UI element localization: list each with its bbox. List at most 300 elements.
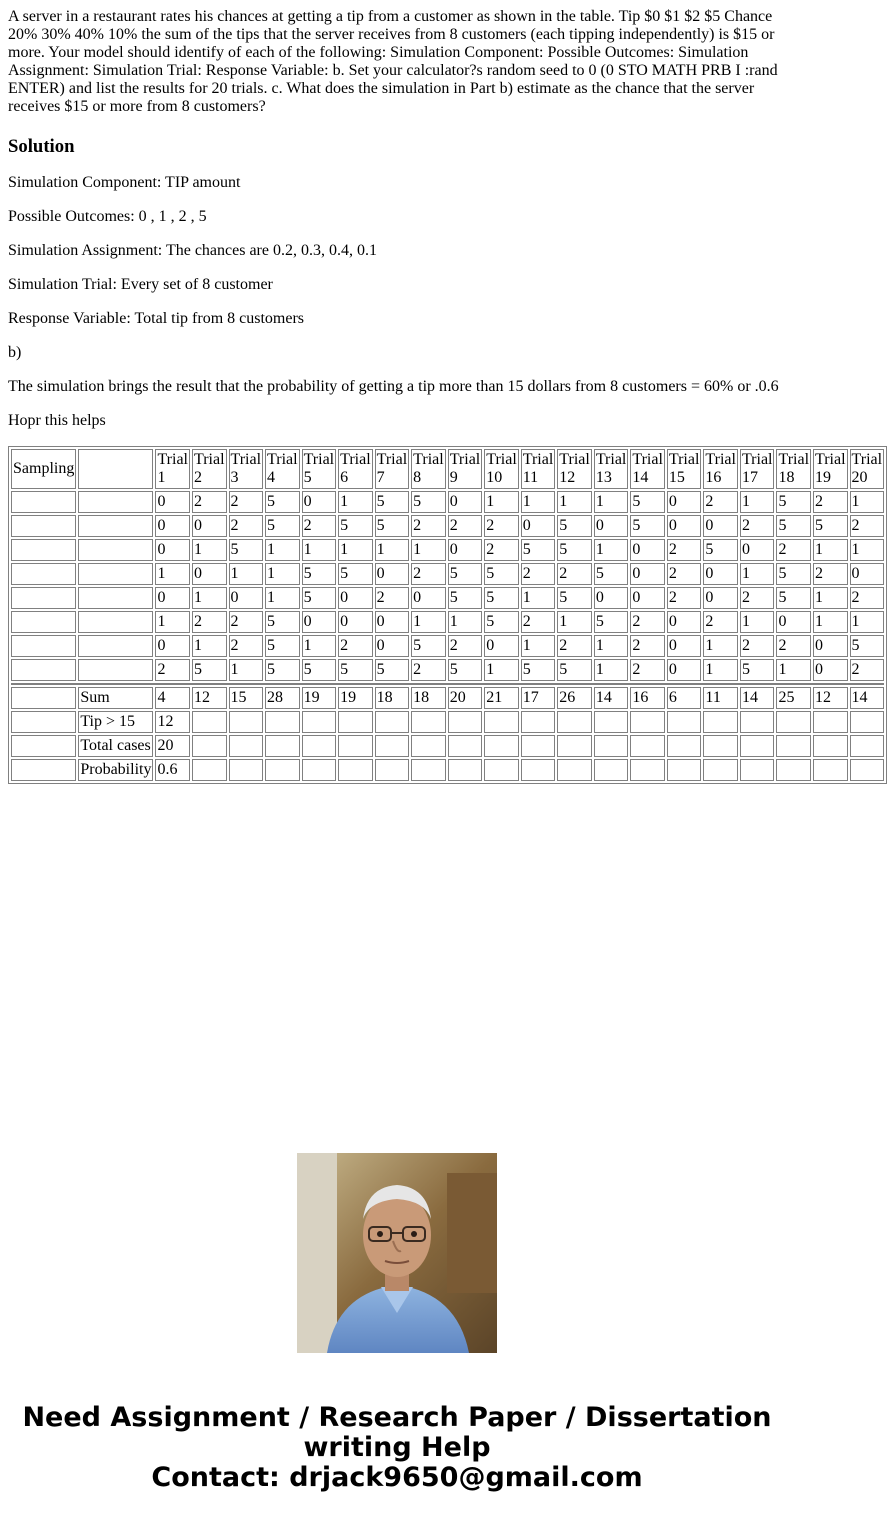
trial-header-word: Trial	[193, 451, 225, 468]
sum-cell: 18	[411, 687, 446, 709]
trial-header-number: 12	[559, 469, 576, 486]
solution-lines	[8, 174, 794, 430]
trial-header-word: Trial	[668, 451, 700, 468]
sum-cell: 14	[740, 687, 775, 709]
tip-cell: 2	[740, 635, 775, 657]
tip-cell: 5	[776, 491, 811, 513]
empty-cell	[521, 711, 556, 733]
empty-cell	[813, 735, 848, 757]
trial-header	[229, 449, 264, 489]
empty-cell	[703, 711, 738, 733]
tip-cell: 5	[265, 635, 300, 657]
tip-cell: 2	[229, 611, 264, 633]
trial-header-word: Trial	[522, 451, 554, 468]
tip-cell: 1	[302, 635, 337, 657]
tip-cell: 1	[338, 539, 373, 561]
trial-header-word: Trial	[778, 451, 810, 468]
label-cell	[78, 539, 153, 561]
trial-header-word: Trial	[340, 451, 371, 468]
empty-cell	[192, 759, 227, 781]
trial-header-number: 5	[303, 469, 312, 486]
tip-cell: 1	[521, 587, 556, 609]
tip-cell: 5	[557, 515, 592, 537]
empty-cell	[740, 759, 775, 781]
tip-cell: 2	[667, 563, 702, 585]
tip-cell: 1	[740, 563, 775, 585]
tip-cell: 5	[265, 491, 300, 513]
tip-cell: 0	[630, 587, 665, 609]
author-portrait-image	[297, 1153, 497, 1353]
sum-row	[11, 687, 884, 709]
empty-cell	[630, 759, 665, 781]
tip-cell: 1	[740, 491, 775, 513]
empty-cell	[229, 735, 264, 757]
tip-cell: 0	[594, 587, 629, 609]
empty-cell	[813, 711, 848, 733]
empty-cell	[630, 735, 665, 757]
trial-header-number: 7	[376, 469, 385, 486]
empty-cell	[265, 759, 300, 781]
sum-cell: 20	[448, 687, 483, 709]
footer-line: Need Assignment / Research Paper / Dissertation	[22, 1402, 772, 1433]
empty-cell	[338, 711, 373, 733]
simulation-table	[8, 446, 887, 784]
empty-cell	[448, 711, 483, 733]
tip-cell: 1	[484, 659, 519, 681]
table-header-row	[11, 449, 884, 489]
sampling-cell	[11, 611, 76, 633]
tip-cell: 5	[813, 515, 848, 537]
tip-cell: 5	[776, 563, 811, 585]
tip-cell: 1	[375, 539, 410, 561]
summary-row	[11, 711, 884, 733]
tip-cell: 1	[594, 539, 629, 561]
tip-cell: 5	[448, 563, 483, 585]
sum-cell: 12	[813, 687, 848, 709]
tip-cell: 5	[265, 611, 300, 633]
tip-cell: 1	[521, 635, 556, 657]
tip-cell: 5	[776, 515, 811, 537]
tip-cell: 1	[229, 563, 264, 585]
trial-header-word: Trial	[267, 451, 298, 468]
tip-cell: 1	[192, 539, 227, 561]
footer-banner	[0, 1403, 794, 1493]
sampling-cell	[11, 587, 76, 609]
table-row	[11, 491, 884, 513]
tip-cell: 1	[776, 659, 811, 681]
tip-cell: 5	[302, 587, 337, 609]
trial-header	[667, 449, 702, 489]
tip-cell: 0	[338, 611, 373, 633]
tip-cell: 1	[302, 539, 337, 561]
trial-header-number: 9	[449, 469, 458, 486]
empty-cell	[448, 735, 483, 757]
table-separator-row	[11, 683, 884, 685]
empty-cell	[521, 759, 556, 781]
tip-cell: 2	[557, 563, 592, 585]
tip-cell: 1	[448, 611, 483, 633]
tip-cell: 5	[630, 491, 665, 513]
trial-header	[703, 449, 738, 489]
page-content	[8, 8, 883, 784]
tip-cell: 0	[375, 635, 410, 657]
trial-header-word: Trial	[230, 451, 262, 468]
label-cell	[78, 563, 153, 585]
label-cell	[78, 611, 153, 633]
empty-cell	[703, 735, 738, 757]
tip-cell: 2	[448, 635, 483, 657]
tip-cell: 5	[850, 635, 885, 657]
sum-cell: 16	[630, 687, 665, 709]
tip-cell: 5	[703, 539, 738, 561]
tip-cell: 1	[850, 611, 885, 633]
solution-line: Simulation Assignment: The chances are 0.2, 0.3, 0.4, 0.1	[8, 242, 377, 259]
trial-header	[850, 449, 885, 489]
empty-cell	[484, 711, 519, 733]
tip-cell: 1	[740, 611, 775, 633]
tip-cell: 0	[703, 563, 738, 585]
tip-cell: 2	[229, 515, 264, 537]
trial-header	[630, 449, 665, 489]
table-row	[11, 563, 884, 585]
empty-cell	[448, 759, 483, 781]
sum-cell: 14	[594, 687, 629, 709]
empty-cell	[740, 735, 775, 757]
trial-header-number: 20	[851, 469, 868, 486]
tip-cell: 2	[740, 587, 775, 609]
table-row	[11, 611, 884, 633]
footer-line: writing Help	[303, 1432, 491, 1463]
trial-header	[192, 449, 227, 489]
trial-header-word: Trial	[851, 451, 883, 468]
trial-header-number: 3	[230, 469, 239, 486]
tip-cell: 2	[667, 587, 702, 609]
tip-cell: 2	[484, 515, 519, 537]
tip-cell: 2	[813, 491, 848, 513]
sum-cell: 19	[338, 687, 373, 709]
trial-header-word: Trial	[157, 451, 188, 468]
sum-cell: 4	[155, 687, 190, 709]
tip-cell: 0	[375, 611, 410, 633]
sampling-cell	[11, 735, 76, 757]
empty-cell	[375, 759, 410, 781]
tip-cell: 2	[229, 635, 264, 657]
summary-row	[11, 759, 884, 781]
tip-cell: 0	[521, 515, 556, 537]
tip-cell: 0	[484, 635, 519, 657]
sampling-cell	[11, 687, 76, 709]
trial-header	[594, 449, 629, 489]
trial-header	[740, 449, 775, 489]
tip-cell: 5	[411, 491, 446, 513]
tip-cell: 1	[850, 491, 885, 513]
empty-cell	[302, 759, 337, 781]
tip-cell: 0	[703, 515, 738, 537]
tip-cell: 5	[302, 659, 337, 681]
tip-cell: 5	[448, 587, 483, 609]
tip-cell: 1	[265, 563, 300, 585]
trial-header-word: Trial	[486, 451, 517, 468]
empty-cell	[557, 759, 592, 781]
tip-cell: 1	[850, 539, 885, 561]
tip-cell: 0	[667, 515, 702, 537]
empty-cell	[740, 711, 775, 733]
tip-cell: 2	[850, 515, 885, 537]
trial-header-number: 15	[668, 469, 685, 486]
empty-cell	[557, 735, 592, 757]
tip-cell: 2	[667, 539, 702, 561]
tip-cell: 2	[703, 611, 738, 633]
sum-cell: 12	[192, 687, 227, 709]
sampling-cell	[11, 491, 76, 513]
empty-cell	[375, 735, 410, 757]
tip-cell: 1	[594, 635, 629, 657]
trial-header	[484, 449, 519, 489]
tip-cell: 2	[630, 635, 665, 657]
trial-header	[411, 449, 446, 489]
tip-cell: 5	[594, 563, 629, 585]
summary-row	[11, 735, 884, 757]
empty-cell	[667, 711, 702, 733]
tip-cell: 0	[155, 539, 190, 561]
sum-cell: 6	[667, 687, 702, 709]
tip-cell: 0	[192, 563, 227, 585]
empty-cell	[302, 711, 337, 733]
empty-cell	[667, 759, 702, 781]
label-cell	[78, 635, 153, 657]
tip-cell: 0	[630, 539, 665, 561]
tip-cell: 5	[375, 659, 410, 681]
tip-cell: 5	[338, 515, 373, 537]
question-text: A server in a restaurant rates his chances at getting a tip from a customer as shown in the table. Tip $0 $1 $2 $5 Chance 20% 30% 40% 10% the sum of the tips that the server receives from 8 customers (each tipping independently) is $15 or more. Your model should identify of each of the following: Simulation Component: Possible Outcomes: Simulation Assignment: Simulation Trial: Response Variable: b. Set your calculator?s random seed to 0 (0 STO MATH PRB I :rand ENTER) and list the results for 20 trials. c. What does the simulation in Part b) estimate as the chance that the server receives $15 or more from 8 customers?	[8, 8, 778, 115]
tip-cell: 0	[667, 659, 702, 681]
sum-label: Sum	[78, 687, 153, 709]
label-cell	[78, 659, 153, 681]
empty-cell	[667, 735, 702, 757]
sampling-cell	[11, 711, 76, 733]
tip-cell: 5	[302, 563, 337, 585]
sampling-cell	[11, 563, 76, 585]
tip-cell: 0	[594, 515, 629, 537]
tip-cell: 0	[448, 539, 483, 561]
trial-header-number: 10	[486, 469, 503, 486]
solution-heading: Solution	[8, 136, 75, 157]
tip-cell: 0	[155, 635, 190, 657]
footer-contact: Contact: drjack9650@gmail.com	[151, 1462, 643, 1493]
tip-cell: 2	[229, 491, 264, 513]
tip-cell: 0	[776, 611, 811, 633]
tip-cell: 5	[521, 659, 556, 681]
trial-header-number: 16	[705, 469, 722, 486]
empty-cell	[776, 759, 811, 781]
tip-cell: 0	[667, 635, 702, 657]
tip-cell: 0	[667, 611, 702, 633]
tip-cell: 1	[411, 539, 446, 561]
tip-cell: 0	[411, 587, 446, 609]
trial-header	[155, 449, 190, 489]
tip-cell: 0	[155, 491, 190, 513]
trial-header-number: 17	[741, 469, 758, 486]
empty-cell	[265, 735, 300, 757]
trial-header-number: 18	[778, 469, 795, 486]
empty-cell	[776, 711, 811, 733]
solution-line: Response Variable: Total tip from 8 customers	[8, 310, 305, 327]
empty-cell	[411, 735, 446, 757]
tip-cell: 5	[776, 587, 811, 609]
tip-cell: 0	[302, 491, 337, 513]
summary-label: Probability	[78, 759, 153, 781]
tip-cell: 2	[411, 659, 446, 681]
trial-header-word: Trial	[303, 451, 335, 468]
label-cell	[78, 491, 153, 513]
simulation-table-wrapper	[8, 446, 883, 784]
tip-cell: 2	[375, 587, 410, 609]
sampling-cell	[11, 539, 76, 561]
tip-cell: 2	[192, 611, 227, 633]
empty-cell	[850, 711, 885, 733]
tip-cell: 2	[813, 563, 848, 585]
tip-cell: 0	[813, 659, 848, 681]
empty-cell	[521, 735, 556, 757]
summary-label: Total cases	[78, 735, 153, 757]
label-header-cell	[78, 449, 153, 489]
sum-cell: 21	[484, 687, 519, 709]
tip-cell: 1	[338, 491, 373, 513]
trial-header-number: 14	[632, 469, 649, 486]
tip-cell: 5	[338, 659, 373, 681]
trial-header-number: 1	[157, 469, 166, 486]
tip-cell: 2	[338, 635, 373, 657]
tip-cell: 5	[484, 563, 519, 585]
sum-cell: 26	[557, 687, 592, 709]
empty-cell	[338, 735, 373, 757]
tip-cell: 1	[557, 611, 592, 633]
trial-header-number: 11	[522, 469, 539, 486]
tip-cell: 1	[813, 587, 848, 609]
tip-cell: 1	[703, 635, 738, 657]
sampling-cell	[11, 635, 76, 657]
solution-line: The simulation brings the result that the probability of getting a tip more than 15 dollars from 8 customers = 60% or .0.6	[8, 378, 779, 395]
trial-header	[813, 449, 848, 489]
tip-cell: 1	[229, 659, 264, 681]
empty-cell	[192, 735, 227, 757]
tip-cell: 2	[740, 515, 775, 537]
tip-cell: 0	[302, 611, 337, 633]
empty-cell	[265, 711, 300, 733]
empty-cell	[192, 711, 227, 733]
trial-header-number: 4	[267, 469, 276, 486]
tip-cell: 5	[448, 659, 483, 681]
summary-value: 20	[155, 735, 190, 757]
empty-cell	[229, 711, 264, 733]
trial-header	[375, 449, 410, 489]
tip-cell: 0	[155, 515, 190, 537]
table-row	[11, 635, 884, 657]
tip-cell: 0	[667, 491, 702, 513]
empty-cell	[411, 759, 446, 781]
tip-cell: 1	[521, 491, 556, 513]
tip-cell: 0	[338, 587, 373, 609]
table-separator	[11, 683, 884, 685]
sum-cell: 28	[265, 687, 300, 709]
trial-header-word: Trial	[559, 451, 590, 468]
tip-cell: 0	[192, 515, 227, 537]
trial-header	[302, 449, 337, 489]
empty-cell	[630, 711, 665, 733]
sampling-cell	[11, 515, 76, 537]
tip-cell: 0	[155, 587, 190, 609]
tip-cell: 1	[192, 587, 227, 609]
empty-cell	[229, 759, 264, 781]
tip-cell: 1	[155, 611, 190, 633]
tip-cell: 0	[850, 563, 885, 585]
sum-cell: 15	[229, 687, 264, 709]
tip-cell: 1	[594, 491, 629, 513]
tip-cell: 1	[192, 635, 227, 657]
trial-header-number: 6	[340, 469, 349, 486]
tip-cell: 2	[521, 611, 556, 633]
tip-cell: 0	[703, 587, 738, 609]
solution-line: Simulation Trial: Every set of 8 customer	[8, 276, 273, 293]
tip-cell: 0	[229, 587, 264, 609]
tip-cell: 2	[448, 515, 483, 537]
solution-line: b)	[8, 344, 22, 361]
tip-cell: 5	[557, 587, 592, 609]
trial-header-word: Trial	[632, 451, 663, 468]
tip-cell: 5	[265, 659, 300, 681]
tip-cell: 5	[557, 539, 592, 561]
tip-cell: 2	[630, 659, 665, 681]
trial-header-number: 19	[815, 469, 832, 486]
empty-cell	[850, 735, 885, 757]
author-avatar	[297, 1153, 497, 1353]
tip-cell: 5	[594, 611, 629, 633]
empty-cell	[594, 759, 629, 781]
table-row	[11, 587, 884, 609]
tip-cell: 5	[484, 611, 519, 633]
trial-header-word: Trial	[815, 451, 846, 468]
tip-cell: 2	[776, 539, 811, 561]
empty-cell	[850, 759, 885, 781]
tip-cell: 0	[740, 539, 775, 561]
empty-cell	[813, 759, 848, 781]
tip-cell: 1	[557, 491, 592, 513]
sampling-cell	[11, 659, 76, 681]
tip-cell: 2	[850, 659, 885, 681]
summary-value: 0.6	[155, 759, 190, 781]
tip-cell: 5	[192, 659, 227, 681]
tip-cell: 2	[192, 491, 227, 513]
empty-cell	[302, 735, 337, 757]
tip-cell: 2	[155, 659, 190, 681]
tip-cell: 0	[813, 635, 848, 657]
trial-header-word: Trial	[741, 451, 773, 468]
tip-cell: 0	[630, 563, 665, 585]
tip-cell: 2	[302, 515, 337, 537]
tip-cell: 5	[484, 587, 519, 609]
tip-cell: 2	[850, 587, 885, 609]
sampling-header: Sampling	[11, 449, 76, 489]
empty-cell	[557, 711, 592, 733]
trial-header-number: 2	[193, 469, 202, 486]
empty-cell	[484, 735, 519, 757]
sum-cell: 19	[302, 687, 337, 709]
empty-cell	[703, 759, 738, 781]
tip-cell: 0	[448, 491, 483, 513]
empty-cell	[484, 759, 519, 781]
summary-value: 12	[155, 711, 190, 733]
tip-cell: 5	[630, 515, 665, 537]
